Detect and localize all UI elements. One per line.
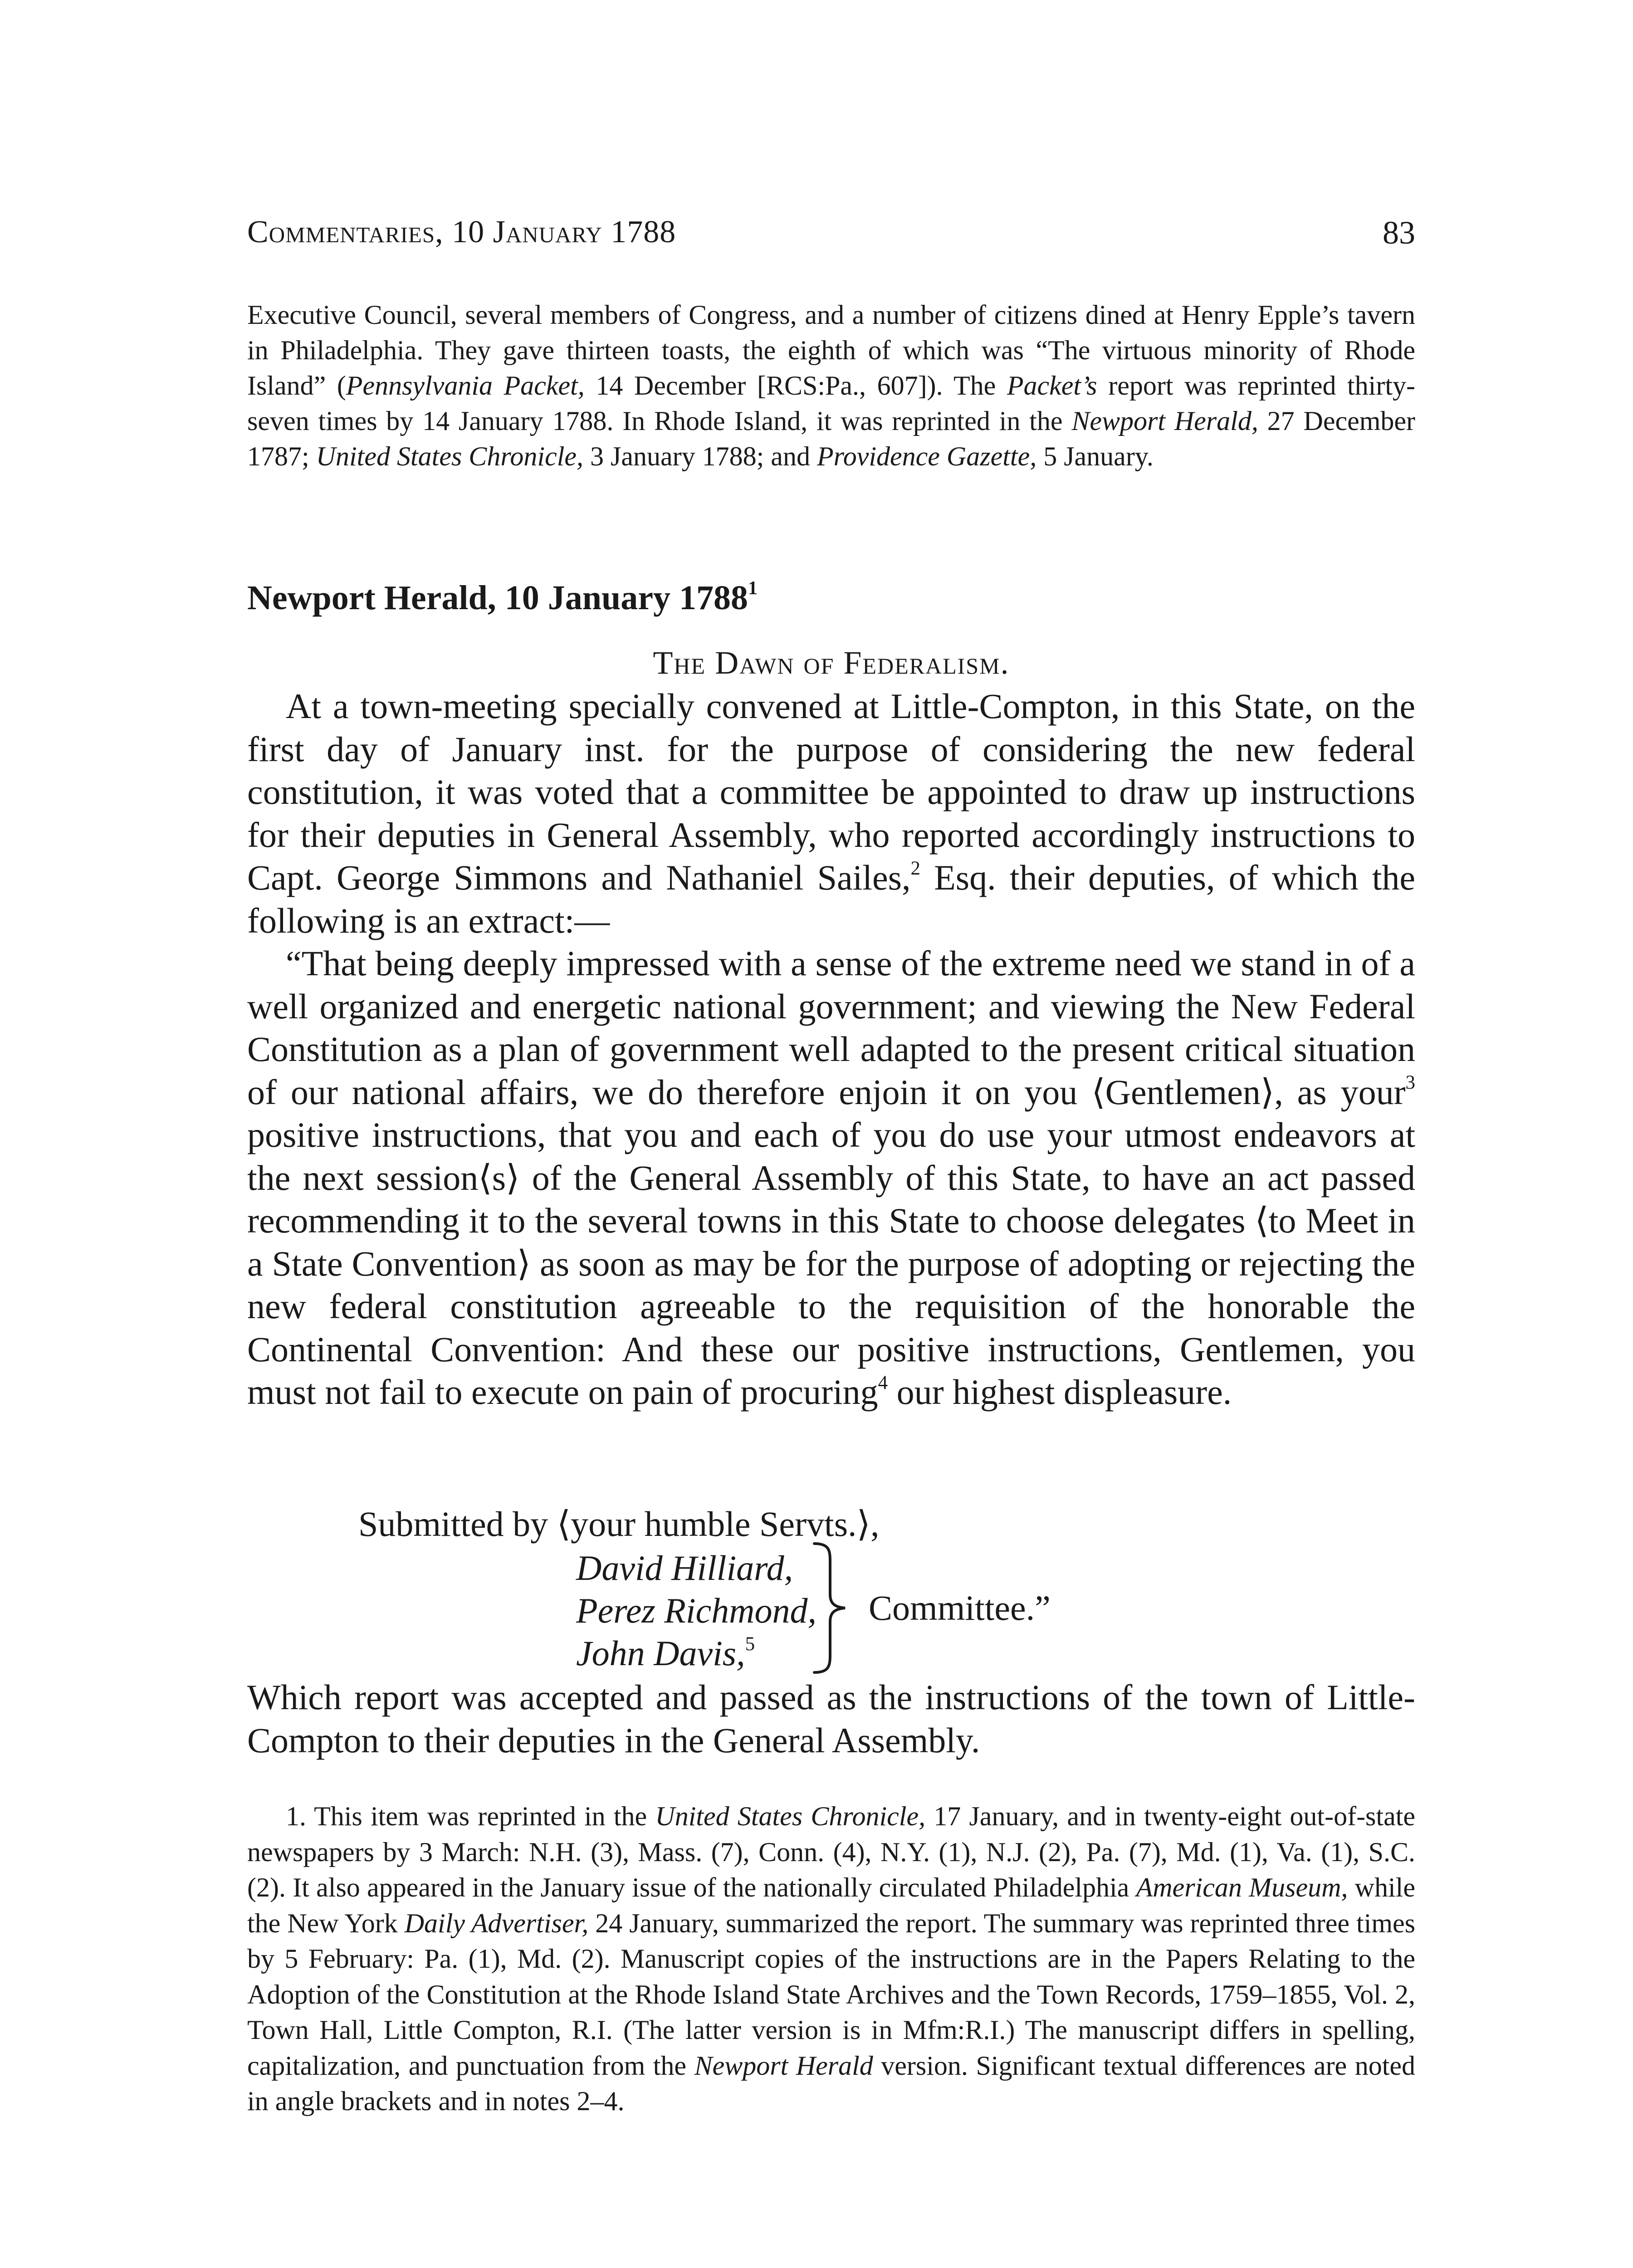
committee-label: Committee.” bbox=[869, 1588, 1051, 1628]
note-italic-title: Packet’s bbox=[1007, 371, 1097, 401]
note-text: 27 December 1787; bbox=[247, 406, 1415, 471]
note-italic-title: Pennsylvania Packet, bbox=[346, 371, 585, 401]
running-head-title: Commentaries, 10 January 1788 bbox=[247, 215, 676, 249]
note-italic-title: United States Chronicle, bbox=[316, 441, 584, 471]
signer-name: David Hilliard, bbox=[576, 1548, 793, 1588]
page-number: 83 bbox=[1383, 215, 1415, 251]
instructions-paragraph bbox=[247, 942, 1415, 1414]
footnote-italic-title: Daily Advertiser, bbox=[404, 1908, 589, 1938]
signer-list bbox=[576, 1547, 816, 1675]
footnote-text: 24 January, summarized the report. The summary was reprinted three times by 5 February: Pa. (1), Md. (2). Manuscript copies of the instructions are in the Papers Relating to the Adoption of the Constitution at the Rhode Island State Archives and the Town Records, 1759–1855, Vol. 2, Town Hall, Little Compton, R.I. (The latter version is in Mfm:R.I.) The manuscript differs in spelling, capitalization, and punctuation from the bbox=[247, 1908, 1416, 2081]
note-italic-title: Providence Gazette, bbox=[816, 441, 1037, 471]
note-text: report was reprinted thirty-seven times by 14 January 1788. In Rhode Island, it was reprinted in the bbox=[247, 371, 1415, 436]
note-text: 14 December [RCS:Pa., 607]). The bbox=[584, 371, 1007, 401]
article-title: The Dawn of Federalism. bbox=[653, 645, 1010, 681]
signer-name bbox=[576, 1632, 816, 1675]
signer-name: Perez Richmond, bbox=[576, 1591, 816, 1630]
document-heading bbox=[247, 578, 1415, 618]
article-paragraph bbox=[247, 685, 1415, 942]
footnote-text: 1. This item was reprinted in the bbox=[286, 1801, 655, 1831]
footnote-ref: 3 bbox=[1405, 1072, 1415, 1094]
footnotes bbox=[247, 1799, 1415, 2119]
article-body bbox=[247, 685, 1415, 1414]
signer-name-text: John Davis, bbox=[576, 1633, 745, 1673]
footnote-italic-title: American Museum, bbox=[1136, 1872, 1348, 1902]
closing-paragraph bbox=[247, 1676, 1415, 1762]
running-head bbox=[247, 214, 1415, 259]
editorial-note-paragraph bbox=[247, 297, 1415, 474]
paragraph-text: our highest displeasure. bbox=[888, 1372, 1232, 1412]
paragraph-text: positive instructions, that you and each of you do use your utmost endeavors at the next session⟨s⟩ of the General Assembly of this State, to have an act passed recommending it to the several towns in this State to choose delegates ⟨to Meet in a State Convention⟩ as soon as may be for the purpose of adopting or rejecting the new federal constitution agreeable to the requisition of the honorable the Continental Convention: And these our positive instructions, Gentlemen, you must not fail to execute on pain of procuring bbox=[247, 1115, 1415, 1412]
note-text: 5 January. bbox=[1037, 441, 1154, 471]
footnote-italic-title: Newport Herald bbox=[694, 2050, 873, 2081]
closing-text: Which report was accepted and passed as the instructions of the town of Little-Compton to their deputies in the General Assembly. bbox=[247, 1677, 1415, 1760]
footnote-italic-title: United States Chronicle, bbox=[655, 1801, 926, 1831]
footnote-text: while the New York bbox=[247, 1872, 1415, 1938]
footnote-text: version. Significant textual differences are noted in angle brackets and in notes 2–4. bbox=[247, 2050, 1416, 2116]
footnote-ref: 2 bbox=[910, 857, 920, 879]
footnote-text: 17 January, and in twenty-eight out-of-state newspapers by 3 March: N.H. (3), Mass. (7), Conn. (4), N.Y. (1), N.J. (2), Pa. (7), Md. (1), Va. (1), S.C. (2). It also appeared in the January issue of the nationally circulated Philadelphia bbox=[247, 1801, 1415, 1902]
note-text: 3 January 1788; and bbox=[583, 441, 817, 471]
paragraph-text: Esq. their deputies, of which the following is an extract:— bbox=[247, 858, 1415, 940]
footnote-1 bbox=[247, 1799, 1415, 2119]
paragraph-text: At a town-meeting specially convened at Little-Compton, in this State, on the first day of January inst. for the purpose of considering the new federal constitution, it was voted that a committee be appointed to draw up instructions for their deputies in General Assembly, who reported accordingly instructions to Capt. George Simmons and Nathaniel Sailes, bbox=[247, 686, 1415, 897]
editorial-note bbox=[247, 297, 1415, 474]
footnote-ref: 5 bbox=[745, 1633, 755, 1655]
document-heading-text: Newport Herald, 10 January 1788 bbox=[247, 579, 748, 617]
note-italic-title: Newport Herald, bbox=[1071, 406, 1258, 436]
footnote-ref: 4 bbox=[878, 1372, 888, 1393]
right-curly-brace bbox=[810, 1540, 851, 1676]
footnote-ref: 1 bbox=[748, 578, 758, 599]
note-text: Executive Council, several members of Congress, and a number of citizens dined at Henry Epple’s tavern in Philadelphia. They gave thirteen toasts, the eighth of which was “The virtuous minority of Rhode Island” ( bbox=[247, 300, 1415, 401]
submitted-by-line: Submitted by ⟨your humble Servts.⟩, bbox=[358, 1504, 880, 1544]
paragraph-text: “That being deeply impressed with a sense of the extreme need we stand in of a well organized and energetic national government; and viewing the New Federal Constitution as a plan of government well adapted to the present critical situation of our national affairs, we do therefore enjoin it on you ⟨Gentlemen⟩, as your bbox=[247, 943, 1415, 1112]
